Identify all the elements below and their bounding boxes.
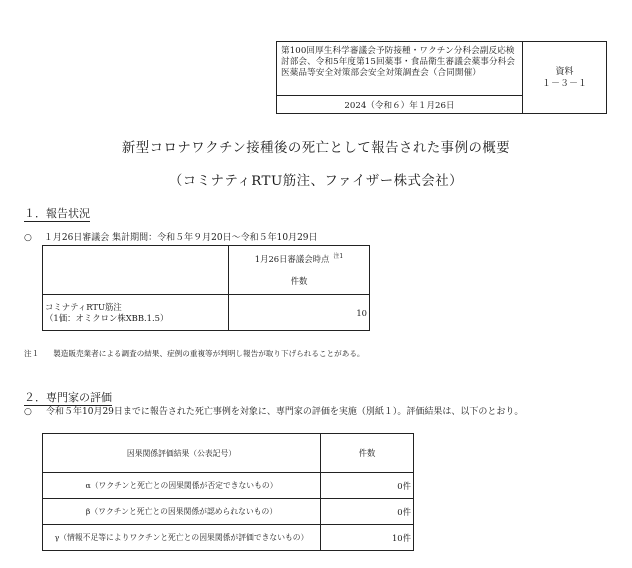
report-count-table [42, 245, 370, 331]
document-number-cell [523, 42, 606, 113]
empty-header-cell [43, 246, 229, 295]
header-meeting-column [277, 42, 523, 113]
report-count-value: 10 [229, 295, 370, 331]
count-header: 件数 [321, 434, 414, 473]
count-alpha: 0件 [321, 473, 414, 499]
footnote-text: 製造販売業者による調査の結果、症例の重複等が判明し報告が取り下げられることがある。 [53, 349, 365, 358]
header-date-label: 1月26日審議会時点 [254, 254, 330, 264]
table-header-row [43, 434, 414, 473]
doc-number: １－３－１ [541, 78, 587, 89]
header-count-label: 件数 [290, 276, 308, 286]
section2-bullet-text: 令和５年10月29日までに報告された死亡事例を対象に、専門家の評価を実施（別紙１）。評価結果は、以下のとおり。 [46, 407, 524, 417]
document-header-box [276, 41, 607, 114]
table-row [43, 295, 370, 331]
table-row [43, 525, 414, 551]
expert-evaluation-table [42, 433, 414, 551]
vaccine-name-cell [43, 295, 229, 331]
category-gamma: γ（情報不足等によりワクチンと死亡との因果関係が評価できないもの） [43, 525, 321, 551]
doc-label: 資料 [555, 66, 574, 77]
page-title: 新型コロナワクチン接種後の死亡として報告された事例の概要 [121, 141, 511, 156]
section1-heading [24, 205, 90, 221]
footnote-label: 注１ [24, 349, 40, 358]
section1-heading-text: １．報告状況 [24, 207, 90, 220]
section2-heading [24, 389, 112, 405]
table-row [43, 499, 414, 525]
section1-bullet [24, 232, 318, 244]
category-alpha: α（ワクチンと死亡との因果関係が否定できないもの） [43, 473, 321, 499]
count-gamma: 10件 [321, 525, 414, 551]
count-beta: 0件 [321, 499, 414, 525]
section1-bullet-text: １月26日審議会 集計期間：令和５年９月20日～令和５年10月29日 [43, 233, 318, 243]
vaccine-strain: （1価：オミクロン株XBB.1.5） [45, 312, 169, 323]
page-subtitle: （コミナティRTU筋注、ファイザー株式会社） [168, 174, 464, 189]
section2-heading-text: ２．専門家の評価 [24, 391, 112, 404]
header-note-marker: 注1 [333, 253, 344, 260]
category-beta: β（ワクチンと死亡との因果関係が認められないもの） [43, 499, 321, 525]
table-header-row [43, 246, 370, 295]
footnote [24, 348, 365, 359]
category-header: 因果関係評価結果（公表記号） [43, 434, 321, 473]
section2-bullet [24, 406, 614, 418]
vaccine-name: コミナティRTU筋注 [45, 301, 122, 312]
count-header-cell [229, 246, 370, 295]
table-row [43, 473, 414, 499]
meeting-date: 2024（令和６）年１月26日 [344, 100, 455, 111]
meeting-name: 第100回厚生科学審議会予防接種・ワクチン分科会副反応検討部会、令和5年度第15回薬事・食品衛生審議会薬事分科会医薬品等安全対策部会安全対策調査会（合同開催） [277, 42, 522, 96]
bullet-circle-icon: ○ [24, 407, 32, 417]
bullet-circle-icon: ○ [24, 233, 32, 243]
